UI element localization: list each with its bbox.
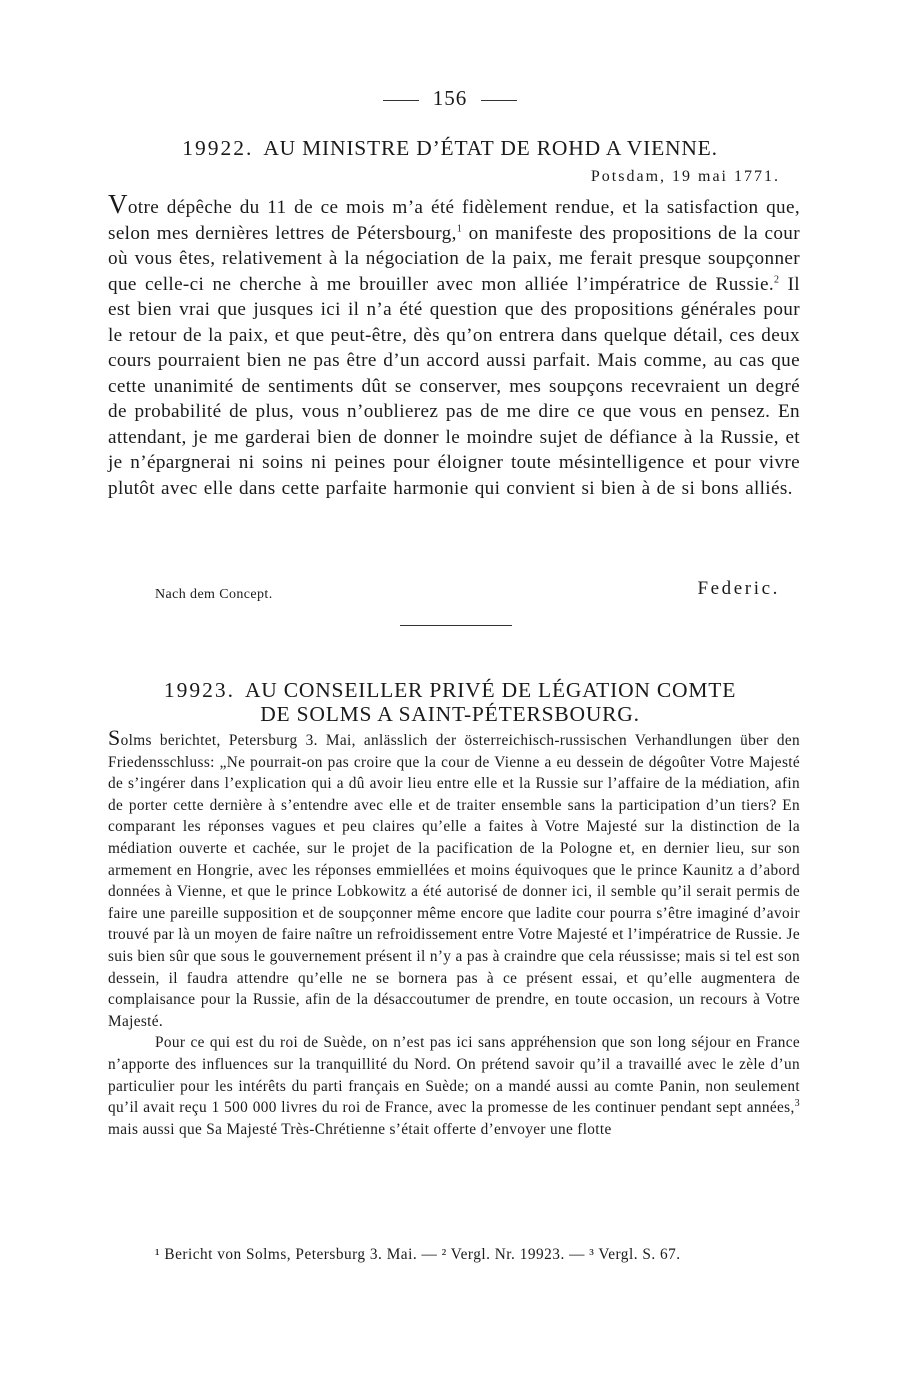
footnote-ref-2: 2 [773, 274, 780, 286]
drop-cap: S [108, 725, 121, 750]
section-divider [400, 625, 512, 626]
letter-title-line2: DE SOLMS A SAINT-PÉTERSBOURG. [260, 702, 640, 726]
signature: Federic. [697, 578, 780, 599]
footnote-ref-1: 1 [456, 223, 463, 235]
body-text-part3: Il est bien vrai que jusques ici il n’a été question que des propositions générales pour le retour de la paix, et que peut-être, dès qu’on entrera dans quelque détail, ces deux cours pourraient bien ne pas être d’un accord aussi parfait. Mais comme, au cas que cette unanimité de sentiments dût se conserver, mes soupçons recevraient un degré de probabilité de plus, vous n’oublierez pas de me dire ce que vous en pensez. En attendant, je me garderai bien de donner le moindre sujet de défiance à la Russie, et je n’épargnerai ni soins ni peines pour éloigner toute mésintelligence et pour vivre plutôt avec elle dans cette parfaite harmonie qui convient si bien à de si bons alliés. [108, 273, 800, 499]
page-number-dash-left [383, 100, 419, 101]
letter-body-summary [108, 727, 800, 1140]
source-note: Nach dem Concept. [155, 587, 273, 602]
letter-title: AU MINISTRE D’ÉTAT DE ROHD A VIENNE. [263, 136, 718, 160]
paragraph-2-text-b: mais aussi que Sa Majesté Très-Chrétienne s’était offerte d’envoyer une flotte [108, 1120, 612, 1138]
page-number: 156 [432, 86, 468, 110]
letter-number: 19922. [182, 136, 254, 160]
letter-dateline: Potsdam, 19 mai 1771. [590, 168, 780, 185]
letter-19922-heading [0, 136, 900, 160]
paragraph-2-text-a: Pour ce qui est du roi de Suède, on n’est pas ici sans appréhension que son long séjour en France n’apporte des influences sur la tranquillité du Nord. On prétend savoir qu’il a travaillé avec le zèle d’un particulier pour les intérêts du parti français en Suède; on a mandé aussi au comte Panin, non seulement qu’il avait reçu 1 500 000 livres du roi de France, avec la promesse de les continuer pendant sept années, [108, 1034, 800, 1117]
letter-title-line1: AU CONSEILLER PRIVÉ DE LÉGATION COMTE [244, 678, 737, 702]
body-text-part1: otre dépêche du 11 de ce mois m’a été fidèlement rendue, et la satisfaction que, selon mes dernières lettres de Pétersbourg, [108, 197, 800, 244]
body-text-part2: on manifeste des propositions de la cour où vous êtes, relativement à la négociation de la paix, me ferait presque soupçonner que celle-ci ne cherche à me brouiller avec mon alliée l’impératrice de Russie. [108, 222, 800, 295]
footnote-ref-3: 3 [794, 1098, 800, 1109]
paragraph-1 [108, 727, 800, 1032]
letter-number: 19923. [163, 678, 235, 702]
page-number-dash-right [481, 100, 517, 101]
letter-19923-heading [0, 678, 900, 726]
footnotes: ¹ Bericht von Solms, Petersburg 3. Mai. — ² Vergl. Nr. 19923. — ³ Vergl. S. 67. [155, 1246, 681, 1263]
paragraph-1-text: olms berichtet, Petersburg 3. Mai, anlässlich der österreichisch-russischen Verhandlungen über den Friedensschluss: „Ne pourrait-on pas croire que la cour de Vienne a eu dessein de dégoûter Votre Majesté de s’ingérer dans l’explication qui a dû avoir lieu entre elle et la Russie sur l’affaire de la médiation, afin de porter cette dernière à s’entendre avec elle et de traiter ensemble sans la participation d’un tiers? En comparant les réponses vagues et peu claires qu’elle a faites à Votre Majesté sur la distinction de la médiation ouverte et cachée, sur le projet de la pacification de la Pologne et, en dernier lieu, sur son armement en Hongrie, avec les réponses emmiellées et moins équivoques que le prince Kaunitz a d’abord données à Vienne, et que le prince Lobkowitz a été autorisé de donner ici, il semble qu’il serait permis de faire une pareille supposition et de soupçonner même encore que ladite cour pourra s’être imaginé d’avoir trouvé par là un moyen de faire naître un refroidissement entre Votre Majesté et l’impératrice de Russie. Je suis bien sûr que sous le gouvernement présent il n’y a pas à craindre que cela réussisse; mais si tel est son dessein, il faudra attendre qu’elle ne se bornera pas à ce présent essai, et qu’elle augmentera de complaisance pour la Russie, afin de la désaccoutumer de prendre, en toute occasion, un recours à Votre Majesté. [108, 732, 800, 1030]
drop-cap: V [108, 189, 128, 219]
letter-body [108, 189, 800, 501]
paragraph-2 [108, 1032, 800, 1140]
letter-heading-line1 [0, 678, 900, 702]
page-number-row [0, 86, 900, 110]
